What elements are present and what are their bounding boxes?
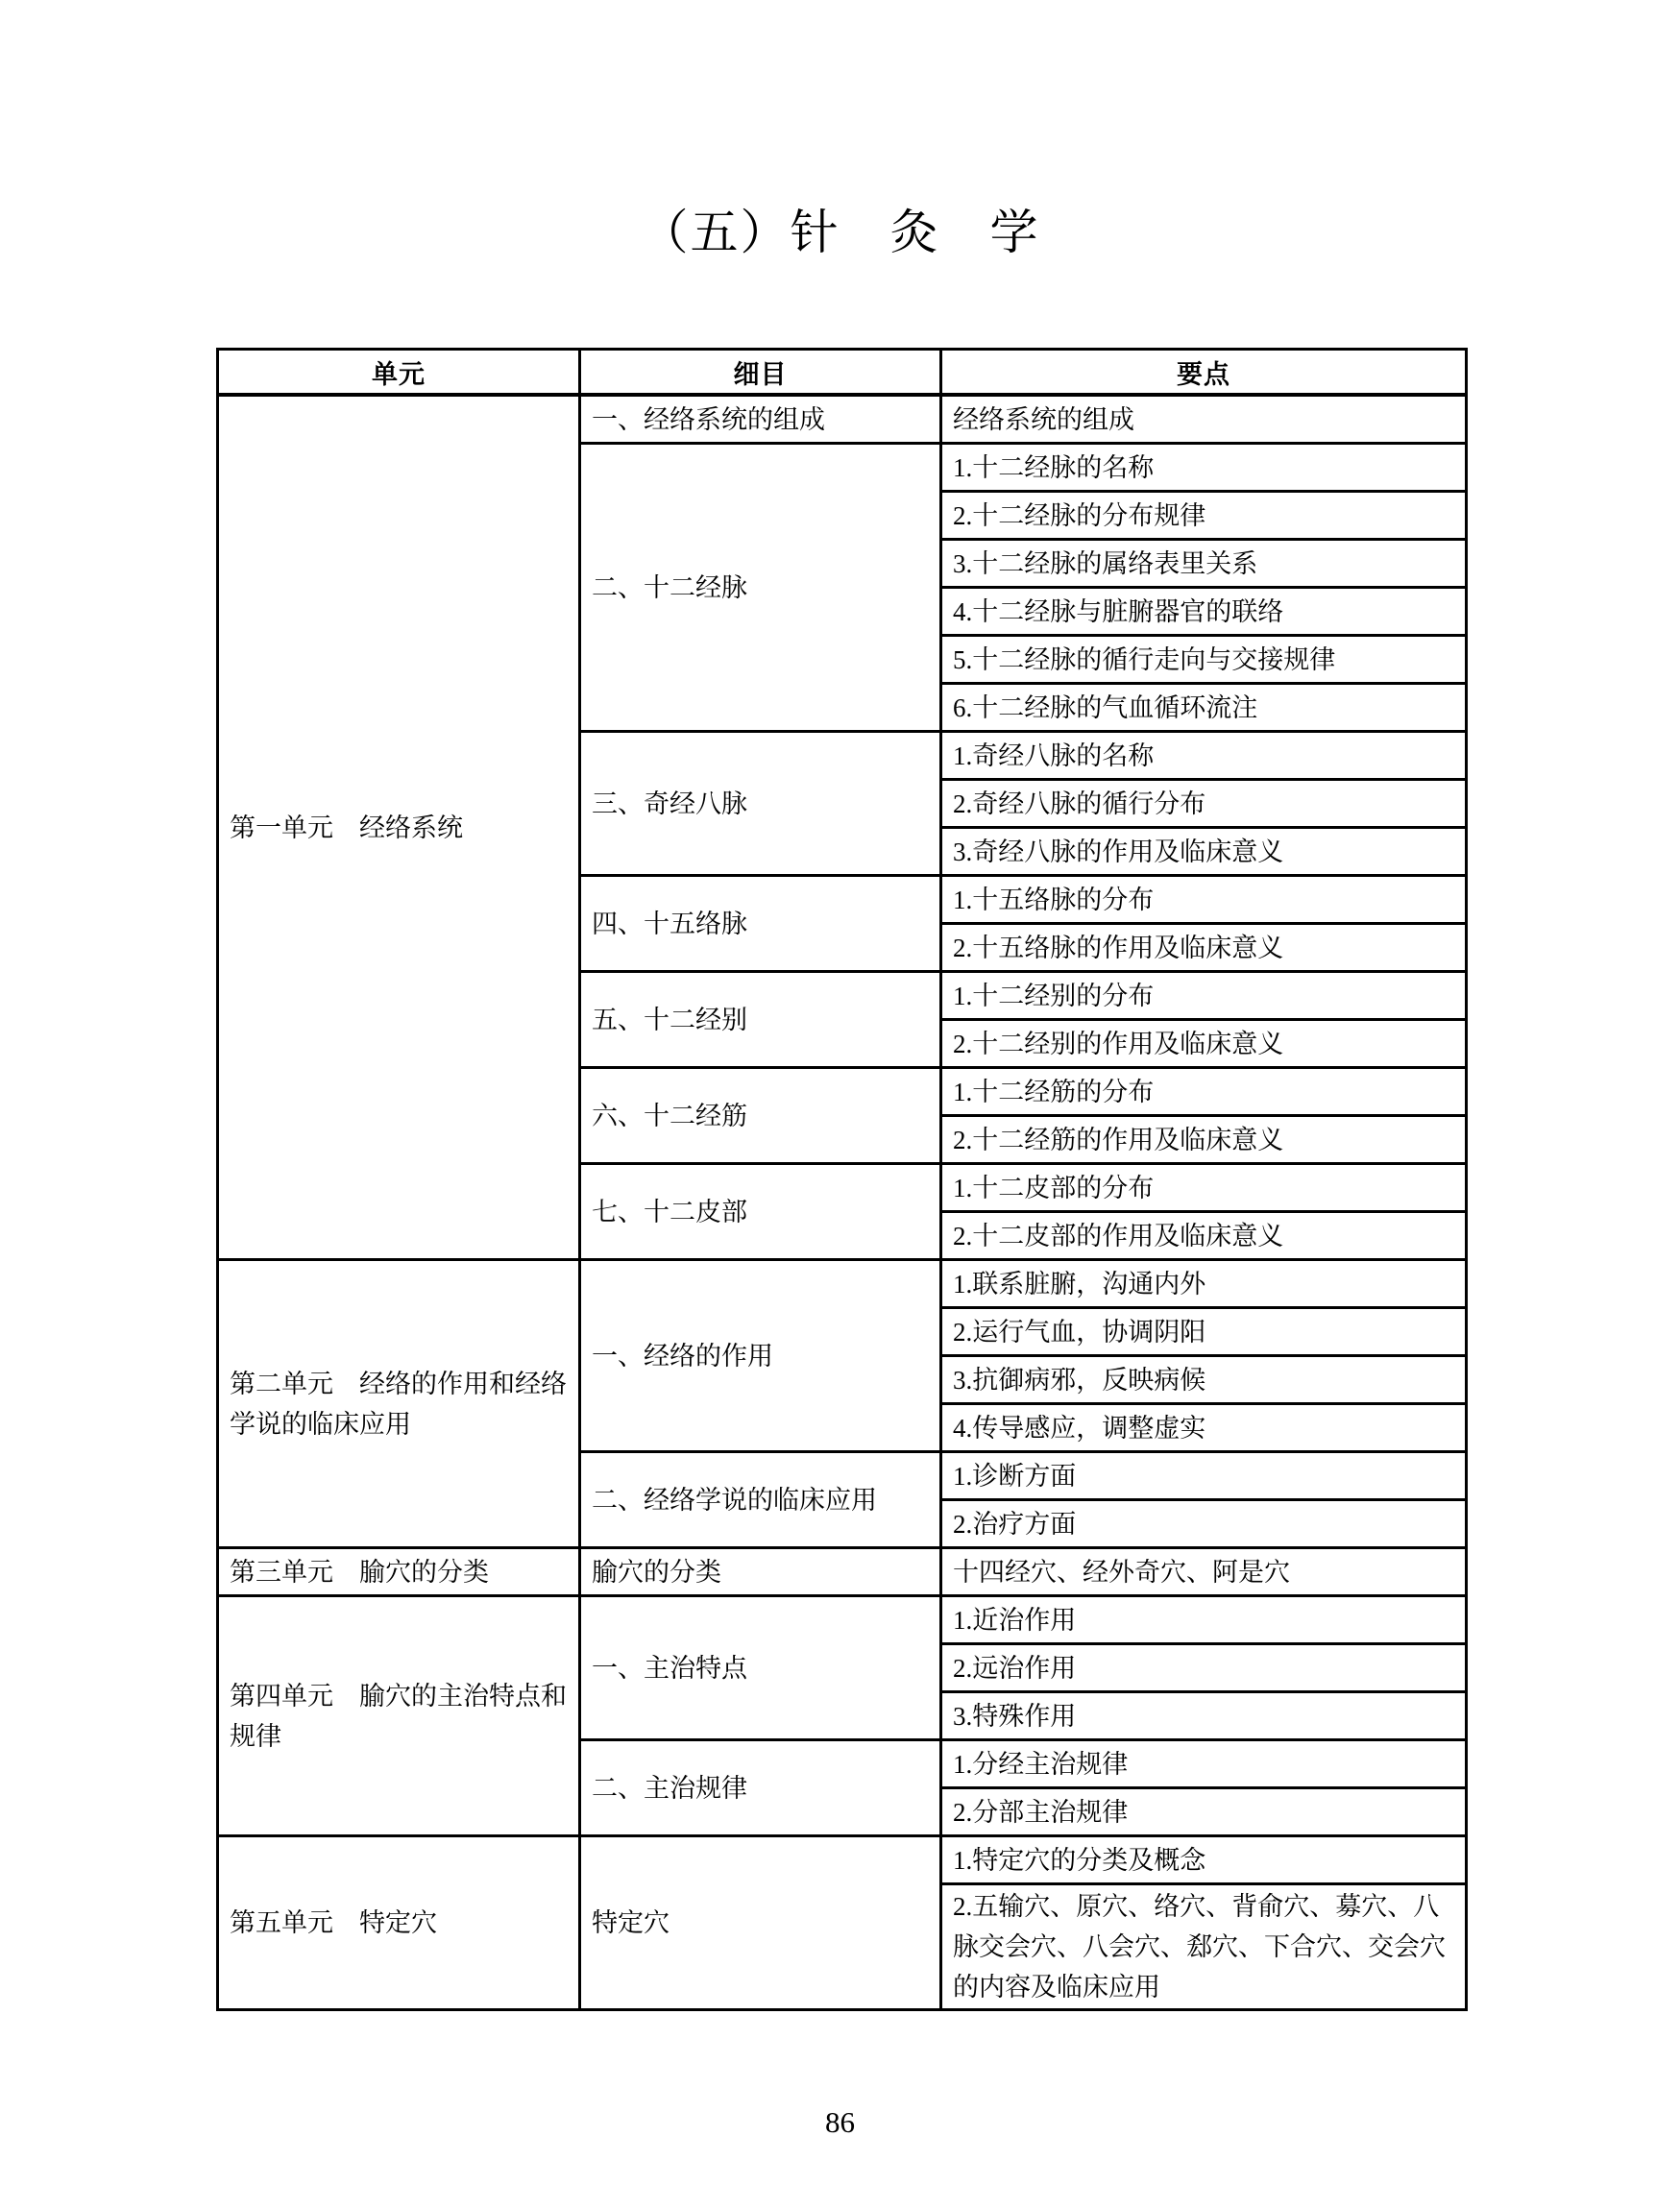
point-cell: 2.十二皮部的作用及临床意义 — [941, 1212, 1467, 1260]
table-row — [218, 1548, 1467, 1596]
table-row — [218, 1596, 1467, 1644]
column-header-detail: 细目 — [580, 350, 941, 396]
point-cell: 1.十二皮部的分布 — [941, 1164, 1467, 1212]
unit-cell: 第四单元 腧穴的主治特点和规律 — [218, 1596, 580, 1836]
detail-cell: 腧穴的分类 — [580, 1548, 941, 1596]
point-cell: 1.十二经脉的名称 — [941, 444, 1467, 492]
point-cell: 2.远治作用 — [941, 1644, 1467, 1692]
point-cell: 3.抗御病邪，反映病候 — [941, 1356, 1467, 1404]
detail-cell: 二、经络学说的临床应用 — [580, 1452, 941, 1548]
page-number: 86 — [825, 2105, 855, 2139]
point-cell: 1.分经主治规律 — [941, 1740, 1467, 1788]
point-cell: 1.特定穴的分类及概念 — [941, 1836, 1467, 1884]
point-cell: 6.十二经脉的气血循环流注 — [941, 684, 1467, 732]
table-row — [218, 395, 1467, 444]
point-cell: 2.奇经八脉的循行分布 — [941, 780, 1467, 828]
point-cell: 2.十五络脉的作用及临床意义 — [941, 924, 1467, 972]
detail-cell: 特定穴 — [580, 1836, 941, 2010]
point-cell: 3.十二经脉的属络表里关系 — [941, 540, 1467, 588]
page-title: （五）针 灸 学 — [640, 206, 1040, 259]
point-cell: 十四经穴、经外奇穴、阿是穴 — [941, 1548, 1467, 1596]
detail-cell: 一、经络系统的组成 — [580, 395, 941, 444]
detail-cell: 六、十二经筋 — [580, 1068, 941, 1164]
detail-cell: 四、十五络脉 — [580, 876, 941, 972]
point-cell: 1.十二经筋的分布 — [941, 1068, 1467, 1116]
header-row — [218, 350, 1467, 396]
point-cell: 经络系统的组成 — [941, 395, 1467, 444]
point-cell: 2.运行气血，协调阴阳 — [941, 1308, 1467, 1356]
detail-cell: 五、十二经别 — [580, 972, 941, 1068]
detail-cell: 七、十二皮部 — [580, 1164, 941, 1260]
point-cell: 3.奇经八脉的作用及临床意义 — [941, 828, 1467, 876]
point-cell: 1.诊断方面 — [941, 1452, 1467, 1500]
unit-cell: 第一单元 经络系统 — [218, 395, 580, 1260]
table-row — [218, 1836, 1467, 1884]
table-row — [218, 1260, 1467, 1308]
point-cell: 3.特殊作用 — [941, 1692, 1467, 1740]
point-cell: 2.分部主治规律 — [941, 1788, 1467, 1836]
point-cell: 1.联系脏腑，沟通内外 — [941, 1260, 1467, 1308]
point-cell: 1.十五络脉的分布 — [941, 876, 1467, 924]
unit-cell: 第五单元 特定穴 — [218, 1836, 580, 2010]
detail-cell: 二、主治规律 — [580, 1740, 941, 1836]
unit-cell: 第三单元 腧穴的分类 — [218, 1548, 580, 1596]
point-cell: 2.十二经筋的作用及临床意义 — [941, 1116, 1467, 1164]
detail-cell: 三、奇经八脉 — [580, 732, 941, 876]
point-cell: 2.十二经脉的分布规律 — [941, 492, 1467, 540]
point-cell: 4.传导感应，调整虚实 — [941, 1404, 1467, 1452]
point-cell: 1.十二经别的分布 — [941, 972, 1467, 1020]
syllabus-table — [216, 348, 1468, 2011]
point-cell: 2.治疗方面 — [941, 1500, 1467, 1548]
point-cell: 1.奇经八脉的名称 — [941, 732, 1467, 780]
point-cell: 1.近治作用 — [941, 1596, 1467, 1644]
point-cell: 2.五输穴、原穴、络穴、背俞穴、募穴、八脉交会穴、八会穴、郄穴、下合穴、交会穴的内容及临床应用 — [941, 1884, 1467, 2010]
point-cell: 2.十二经别的作用及临床意义 — [941, 1020, 1467, 1068]
detail-cell: 一、经络的作用 — [580, 1260, 941, 1452]
point-cell: 5.十二经脉的循行走向与交接规律 — [941, 636, 1467, 684]
column-header-unit: 单元 — [218, 350, 580, 396]
point-cell: 4.十二经脉与脏腑器官的联络 — [941, 588, 1467, 636]
column-header-points: 要点 — [941, 350, 1467, 396]
unit-cell: 第二单元 经络的作用和经络学说的临床应用 — [218, 1260, 580, 1548]
detail-cell: 一、主治特点 — [580, 1596, 941, 1740]
detail-cell: 二、十二经脉 — [580, 444, 941, 732]
